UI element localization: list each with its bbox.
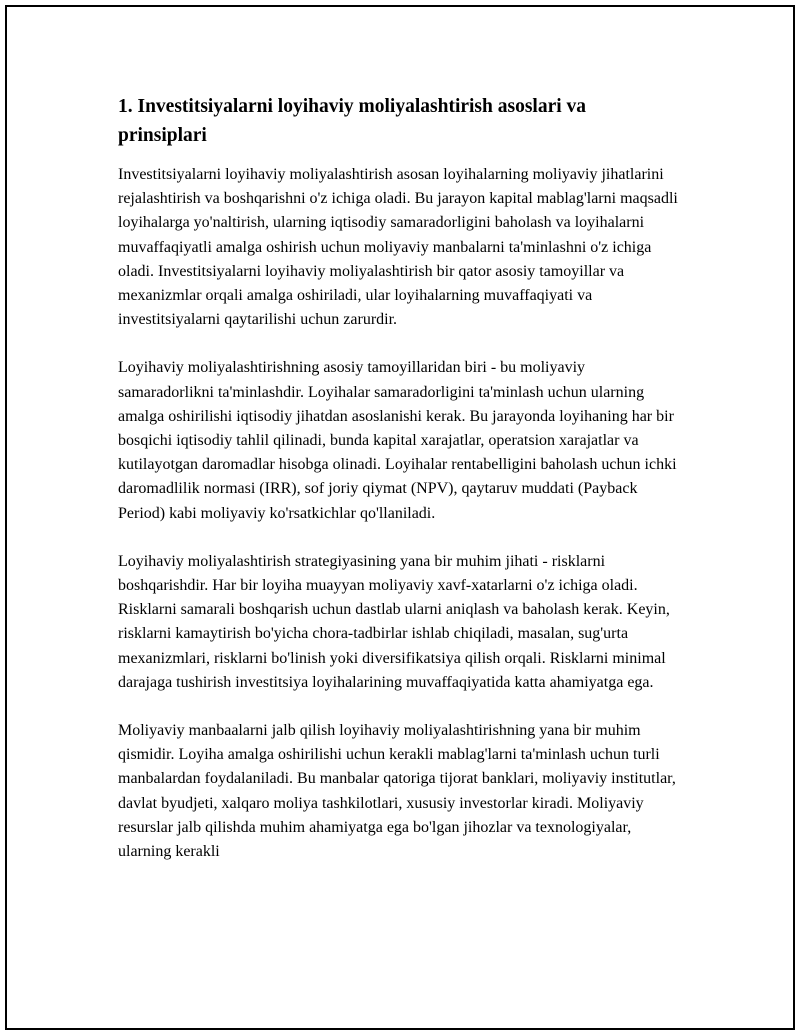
paragraph-3: Loyihaviy moliyalashtirish strategiyasining yana bir muhim jihati - risklarni boshqarishdir. Har bir loyiha muayyan moliyaviy xavf-xatarlarni o'z ichiga oladi. Risklarni samarali boshqarish uchun dastlab ularni aniqlash va baholash kerak. Keyin, risklarni kamaytirish bo'yicha chora-tadbirlar ishlab chiqiladi, masalan, sug'urta mexanizmlari, risklarni bo'linish yoki diversifikatsiya qilish orqali. Risklarni minimal darajaga tushirish investitsiya loyihalarining muvaffaqiyatida katta ahamiyatga ega. [118,552,670,691]
paragraph-2: Loyihaviy moliyalashtirishning asosiy tamoyillaridan biri - bu moliyaviy samaradorlikni ta'minlashdir. Loyihalar samaradorligini ta'minlash uchun ularning amalga oshirilishi iqtisodiy jihatdan asoslanishi kerak. Bu jarayonda loyihaning har bir bosqichi iqtisodiy tahlil qilinadi, bunda kapital xarajatlar, operatsion xarajatlar va kutilayotgan daromadlar hisobga olinadi. Loyihalar rentabelligini baholash uchun ichki daromadlilik normasi (IRR), sof joriy qiymat (NPV), qaytaruv muddati (Payback Period) kabi moliyaviy ko'rsatkichlar qo'llaniladi. [118,359,677,522]
section-heading: 1. Investitsiyalarni loyihaviy moliyalashtirish asoslari va prinsiplari [118,96,587,146]
paragraph-1: Investitsiyalarni loyihaviy moliyalashtirish asosan loyihalarning moliyaviy jihatlarini rejalashtirish va boshqarishni o'z ichiga oladi. Bu jarayon kapital mablag'larni maqsadli loyihalarga yo'naltirish, ularning iqtisodiy samaradorligini baholash va loyihalarni muvaffaqiyatli amalga oshirish uchun moliyaviy manbalarni ta'minlashni o'z ichiga oladi. Investitsiyalarni loyihaviy moliyalashtirish bir qator asosiy tamoyillar va mexanizmlar orqali amalga oshiriladi, ular loyihalarning muvaffaqiyati va investitsiyalarni qaytarilishi uchun zarurdir. [118,166,678,329]
document-body [118,92,678,888]
paragraph-4: Moliyaviy manbaalarni jalb qilish loyihaviy moliyalashtirishning yana bir muhim qismidir. Loyiha amalga oshirilishi uchun kerakli mablag'larni ta'minlash uchun turli manbalardan foydalaniladi. Bu manbalar qatoriga tijorat banklari, moliyaviy institutlar, davlat byudjeti, xalqaro moliya tashkilotlari, xususiy investorlar kiradi. Moliyaviy resurslar jalb qilishda muhim ahamiyatga ega bo'lgan jihozlar va texnologiyalar, ularning kerakli [118,722,676,861]
